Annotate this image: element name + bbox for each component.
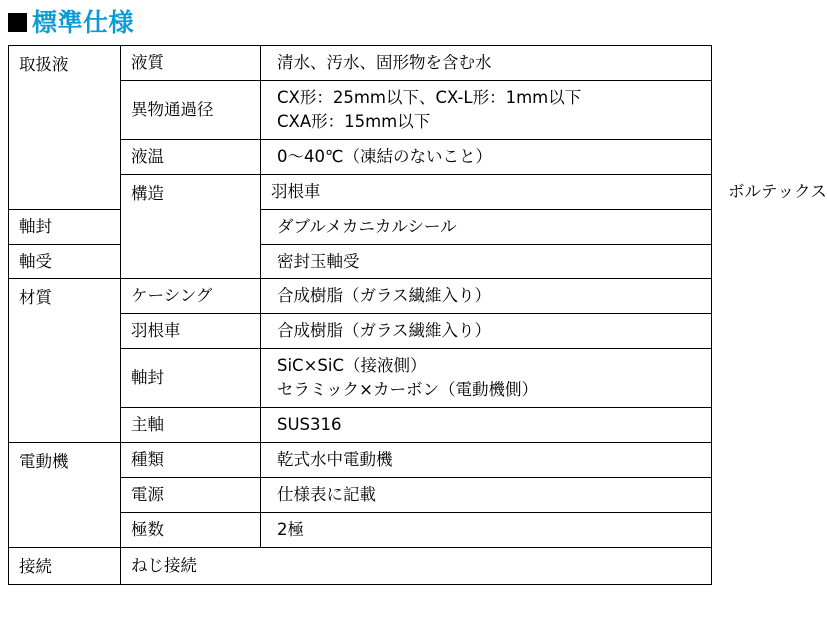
row-item-label: 液温 [121, 139, 261, 174]
row-value: 合成樹脂（ガラス繊維入り） [261, 279, 712, 314]
row-value: 2極 [261, 512, 712, 547]
row-group-label: 取扱液 [9, 46, 121, 210]
table-row [9, 443, 712, 478]
row-value: 仕様表に記載 [261, 477, 712, 512]
row-value: 清水、汚水、固形物を含む水 [261, 46, 712, 81]
page-title [0, 0, 719, 41]
black-square-icon [8, 13, 27, 32]
row-value-line1: SiC×SiC（接液側） [277, 356, 427, 376]
row-item-label: ケーシング [121, 279, 261, 314]
row-item-label: 羽根車 [121, 314, 261, 349]
row-value: 密封玉軸受 [261, 244, 712, 279]
row-value: 0〜40℃（凍結のないこと） [261, 139, 712, 174]
row-item-label: 極数 [121, 512, 261, 547]
row-item-label: 電源 [121, 477, 261, 512]
table-row [9, 46, 712, 81]
row-value: SUS316 [261, 408, 712, 443]
row-item-label: 種類 [121, 443, 261, 478]
table-row [9, 244, 712, 279]
row-item-label: 軸受 [9, 244, 121, 279]
row-value-line1: CX形：25mm以下、CX-L形：1mm以下 [277, 87, 582, 107]
row-value: 合成樹脂（ガラス繊維入り） [261, 314, 712, 349]
row-item-label: 羽根車 [261, 174, 712, 209]
row-group-label: 材質 [9, 279, 121, 443]
specification-table [8, 45, 827, 585]
row-item-label: 主軸 [121, 408, 261, 443]
page-title-text: 標準仕様 [32, 8, 135, 37]
table-row [9, 547, 712, 584]
row-value [261, 349, 712, 408]
table-row: 構造 羽根車 ボルテックス [9, 174, 712, 209]
row-item-label: 軸封 [9, 209, 121, 244]
table-row [9, 279, 712, 314]
row-group-label: 電動機 [9, 443, 121, 548]
table-row [9, 209, 712, 244]
row-value [261, 80, 712, 139]
row-value: 乾式水中電動機 [261, 443, 712, 478]
row-item-label: 軸封 [121, 349, 261, 408]
row-value: ダブルメカニカルシール [261, 209, 712, 244]
row-value-line2: CXA形：15mm以下 [277, 111, 431, 131]
row-item-label: 異物通過径 [121, 80, 261, 139]
row-group-label: 接続 [9, 547, 121, 584]
row-value-line2: セラミック×カーボン（電動機側） [277, 380, 538, 400]
specification-table-body [9, 46, 827, 585]
row-item-label: 液質 [121, 46, 261, 81]
row-group-label: 構造 [121, 174, 261, 279]
row-item-label: ねじ接続 [121, 547, 712, 584]
